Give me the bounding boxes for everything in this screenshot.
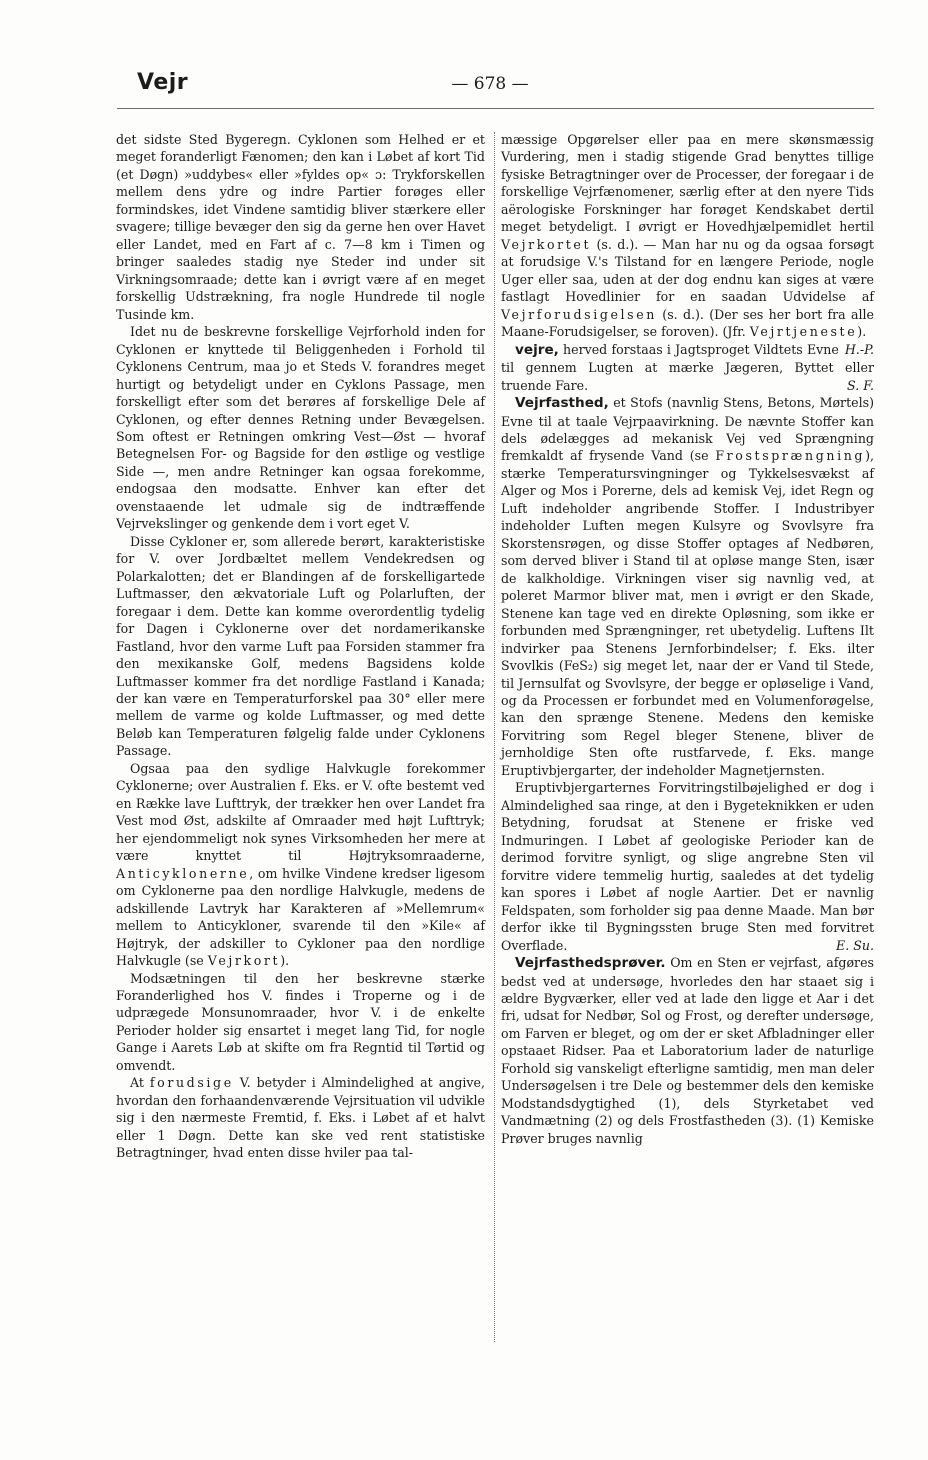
author-signature: S. F. <box>847 377 874 393</box>
page-number: — 678 — <box>451 74 529 94</box>
author-signature: E. Su. <box>836 937 874 953</box>
left-column <box>116 131 485 1162</box>
entry-vejre: vejre, herved forstaas i Jagtsproget Vildtets Evne til gennem Lugten at mærke Jægeren, Byttet eller truende Fare. S. F. <box>501 341 874 393</box>
entry-headword: Vejrfasthedsprøver. <box>515 955 666 972</box>
paragraph: Ogsaa paa den sydlige Halvkugle forekommer Cyklonerne; over Australien f. Eks. er V. ofte bestemt ved en Række lave Lufttryk, der trækker hen over Landet fra Vest mod Øst, adskilte af Omraader med højt Lufttryk; her ejendommeligt nok synes Virksomheden her mere at være knyttet til Højtryksomraaderne, Anticyklonerne, om hvilke Vindene kredser ligesom om Cyklonerne paa den nordlige Halvkugle, medens de adskillende Lavtryk har Karakteren af »Mellemrum« mellem to Anticykloner, svarende til den »Kile« af Højtryk, der adskiller to Cykloner paa den nordlige Halvkugle (se Vejrkort). <box>116 760 485 969</box>
paragraph: At forudsige V. betyder i Almindelighed at angive, hvordan den forhaandenværende Vejrsituation vil udvikle sig i den nærmeste Fremtid, f. Eks. i Løbet af et halvt eller 1 Døgn. Dette kan ske ved rent statistiske Betragtninger, hvad enten disse hviler paa tal- <box>116 1075 485 1161</box>
right-column <box>501 131 874 1147</box>
paragraph: mæssige Opgørelser eller paa en mere skønsmæssig Vurdering, men i stadig stigende Grad benyttes tillige fysiske Betragtninger over de Processer, der foregaar i de forskellige Vejrfænomener, særlig efter at den nyere Tids aërologiske Forskninger har forøget Kendskabet dertil meget betydeligt. I øvrigt er Hovedhjælpemidlet hertil Vejrkortet (s. d.). — Man har nu og da ogsaa forsøgt at forudsige V.'s Tilstand for en længere Periode, nogle Uger eller saa, uden at der dog endnu kan siges at være fastlagt Hovedlinier for en saadan Udvidelse af Vejrforudsigelsen (s. d.). (Der ses her bort fra alle Maane-Forudsigelser, se foroven). (Jfr. Vejrtjeneste). H.-P. <box>501 132 874 357</box>
spaced-term: Vejrtjeneste <box>749 324 858 340</box>
author-signature: H.-P. <box>844 341 874 357</box>
entry-vejrfasthedsprover: Vejrfasthedsprøver. Om en Sten er vejrfast, afgøres bedst ved at undersøge, hvorledes den har staaet sig i ældre Bygværker, eller ved at lade den ligge et Aar i det fri, udsat for Nedbør, Sol og Frost, og derefter undersøge, om Farven er bleget, og om der er sket Afbladninger eller opstaaet Ridser. Paa et Laboratorium lader de naturlige Forhold sig vanskeligt efterligne samtidig, men man deler Undersøgelsen i tre Dele og bestemmer dels den kemiske Modstandsdygtighed (1), dels Styrketabet ved Vandmætning (2) og dels Frostfastheden (3). (1) Kemiske Prøver bruges navnlig <box>501 955 874 1146</box>
spaced-term: Vejrkort <box>207 953 281 969</box>
entry-headword: vejre, <box>515 341 559 358</box>
paragraph: det sidste Sted Bygeregn. Cyklonen som Helhed er et meget foranderligt Fænomen; den kan i Løbet af kort Tid (et Døgn) »uddybes« eller »fyldes op« ɔ: Trykforskellen mellem dens ydre og indre Partier forøges eller formindskes, idet Vindene samtidig bliver stærkere eller svagere; tillige bevæger den sig da gerne hen over Havet eller Landet, med en Fart af c. 7—8 km i Timen og bringer saaledes stadig nye Steder ind under sit Virkningsomraade; dette kan i øvrigt være af en meget forskellig Udstrækning, fra nogle Hundrede til nogle Tusinde km. <box>116 132 485 322</box>
running-head: Vejr <box>137 70 189 95</box>
entry-vejrfasthed: Vejrfasthed, et Stofs (navnlig Stens, Betons, Mørtels) Evne til at taale Vejrpaavirkning. De nævnte Stoffer kan dels ødelægges ad mekanisk Vej ved Sprængning fremkaldt af frysende Vand (se Frostsprængning), stærke Temperatursvingninger og Tykkelsesvækst af Alger og Mos i Porerne, dels ad kemisk Vej, idet Regn og Luft indeholder angribende Stoffer. I Industribyer indeholder Luften megen Kulsyre og Svovlsyre fra Skorstensrøgen, og disse Stoffer optages af Nedbøren, som derved bliver i Stand til at opløse mange Sten, især de kalkholdige. Virkningen viser sig navnlig ved, at poleret Marmor bliver mat, men i øvrigt er den Skade, Stenene kan tage ved en direkte Opløsning, som ikke er forbunden med Sprængninger, ret ubetydelig. Luftens Ilt indvirker paa Stenens Jernforbindelser; f. Eks. ilter Svovlkis (FeS₂) sig meget let, naar der er Vand til Stede, til Jernsulfat og Svovlsyre, der begge er opløselige i Vand, og da Processen er forbundet med en Volumenforøgelse, kan den sprænge Stenene. Medens den kemiske Forvitring som Regel bleger Stenene, bliver de jernholdige Sten ofte rustfarvede, f. Eks. mange Eruptivbjergarter, der indeholder Magnetjernsten. <box>501 395 874 778</box>
paragraph: Idet nu de beskrevne forskellige Vejrforhold inden for Cyklonen er knyttede til Beliggenheden i Forhold til Cyklonens Centrum, maa jo et Steds V. forandres meget hurtigt og betydeligt under en Cyklons Passage, men forskelligt efter som det berøres af forskellige Dele af Cyklonen, og efter dennes Retning under Bevægelsen. Som oftest er Retningen omkring Vest—Øst — hvoraf Betegnelsen For- og Bagside for den østlige og vestlige Side —, men andre Retninger kan ogsaa forekomme, endogsaa den modsatte. Enhver kan efter det ovenstaaende let udmale sig de indtræffende Vejrvekslinger og genkende dem i vort eget V. <box>116 324 485 532</box>
header-rule <box>117 108 874 109</box>
spaced-term: Anticyklonerne <box>116 865 250 881</box>
spaced-term: forudsige <box>149 1075 234 1091</box>
paragraph: Eruptivbjergarternes Forvitringstilbøjelighed er dog i Almindelighed saa ringe, at den i Bygeteknikken er uden Betydning, forudsat at Stenene er friske ved Indmuringen. I Løbet af geologiske Perioder kan de derimod forvitre synligt, og slige angrebne Sten vil forvitre videre temmelig hurtig, saaledes at det tydelig kan spores i Løbet af nogle Aartier. Det er navnlig Feldspaten, som forholder sig paa denne Maade. Man bør derfor ikke til Bygningssten bruge Sten med forvitret Overflade. E. Su. <box>501 780 874 953</box>
column-divider <box>494 132 495 1342</box>
paragraph: Modsætningen til den her beskrevne stærke Foranderlighed hos V. findes i Troperne og i de udprægede Monsunomraader, hvor V. i de enkelte Perioder holder sig ensartet i meget lang Tid, for nogle Gange i Aarets Løb at skifte om fra Regntid til Tørtid og omvendt. <box>116 970 485 1073</box>
paragraph: Disse Cykloner er, som allerede berørt, karakteristiske for V. over Jordbæltet mellem Vendekredsen og Polarkalotten; det er Blandingen af de forskelligartede Luftmasser, den ækvatoriale Luft og Polarluften, der foregaar i dem. Dette kan komme overordentlig tydelig for Dagen i Cyklonerne over det nordamerikanske Fastland, hvor den varme Luft paa Forsiden stammer fra den mexikanske Golf, medens Bagsidens kolde Luftmasser kommer fra det nordlige Fastland i Kanada; der kan være en Temperaturforskel paa 30° eller mere mellem de varme og kolde Luftmasser, og med dette Beløb kan Temperaturen følgelig falde under Cyklonens Passage. <box>116 533 485 759</box>
spaced-term: Frostsprængning <box>715 448 866 464</box>
spaced-term: Vejrkortet <box>501 236 592 252</box>
spaced-term: Vejrforudsigelsen <box>501 306 658 322</box>
entry-headword: Vejrfasthed, <box>515 395 609 412</box>
